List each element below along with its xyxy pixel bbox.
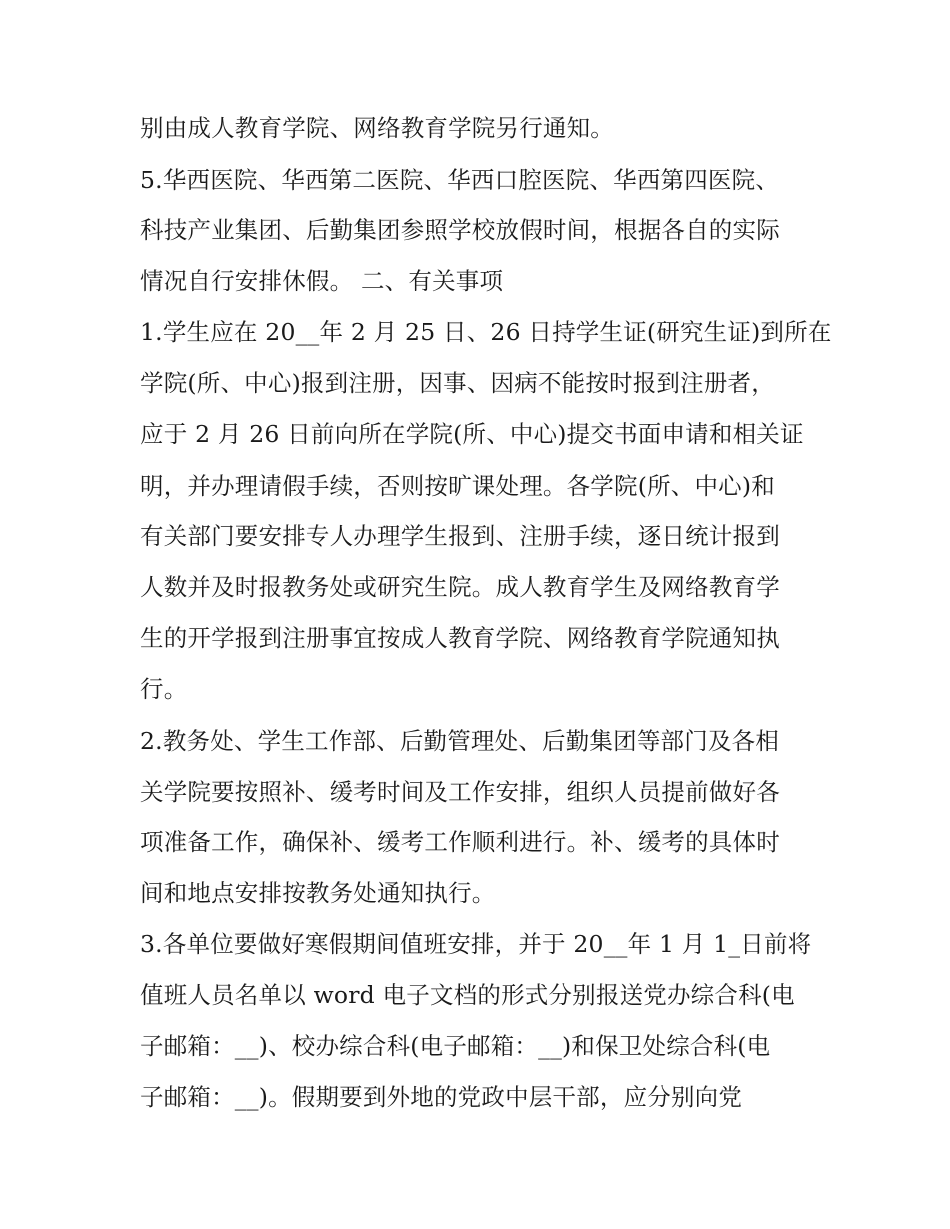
text-line-19: 子邮箱：__)、校办综合科(电子邮箱：__)和保卫处综合科(电 <box>140 1032 771 1060</box>
text-line-4: 情况自行安排休假。 二、有关事项 <box>140 267 504 295</box>
text-line-20: 子邮箱：__)。假期要到外地的党政中层干部，应分别向党 <box>140 1083 743 1111</box>
text-line-15: 项准备工作，确保补、缓考工作顺利进行。补、缓考的具体时 <box>140 828 780 856</box>
text-line-8: 明，并办理请假手续，否则按旷课处理。各学院(所、中心)和 <box>140 472 775 500</box>
text-line-1: 别由成人教育学院、网络教育学院另行通知。 <box>140 114 614 142</box>
text-line-12: 行。 <box>140 675 188 703</box>
text-line-6: 学院(所、中心)报到注册，因事、因病不能按时报到注册者， <box>140 369 775 397</box>
text-line-17: 3.各单位要做好寒假期间值班安排，并于 20__年 1 月 1_日前将 <box>140 930 812 958</box>
text-line-2: 5.华西医院、华西第二医院、华西口腔医院、华西第四医院、 <box>140 166 780 194</box>
text-line-7: 应于 2 月 26 日前向所在学院(所、中心)提交书面申请和相关证 <box>140 420 804 448</box>
text-line-14: 关学院要按照补、缓考时间及工作安排，组织人员提前做好各 <box>140 778 780 806</box>
text-line-11: 生的开学报到注册事宜按成人教育学院、网络教育学院通知执 <box>140 624 780 652</box>
text-line-3: 科技产业集团、后勤集团参照学校放假时间，根据各自的实际 <box>140 216 780 244</box>
text-line-16: 间和地点安排按教务处通知执行。 <box>140 879 496 907</box>
text-line-9: 有关部门要安排专人办理学生报到、注册手续，逐日统计报到 <box>140 522 780 550</box>
text-line-13: 2.教务处、学生工作部、后勤管理处、后勤集团等部门及各相 <box>140 727 780 755</box>
text-line-10: 人数并及时报教务处或研究生院。成人教育学生及网络教育学 <box>140 573 780 601</box>
text-line-18: 值班人员名单以 word 电子文档的形式分别报送党办综合科(电 <box>140 981 795 1009</box>
text-line-5: 1.学生应在 20__年 2 月 25 日、26 日持学生证(研究生证)到所在 <box>140 318 832 346</box>
